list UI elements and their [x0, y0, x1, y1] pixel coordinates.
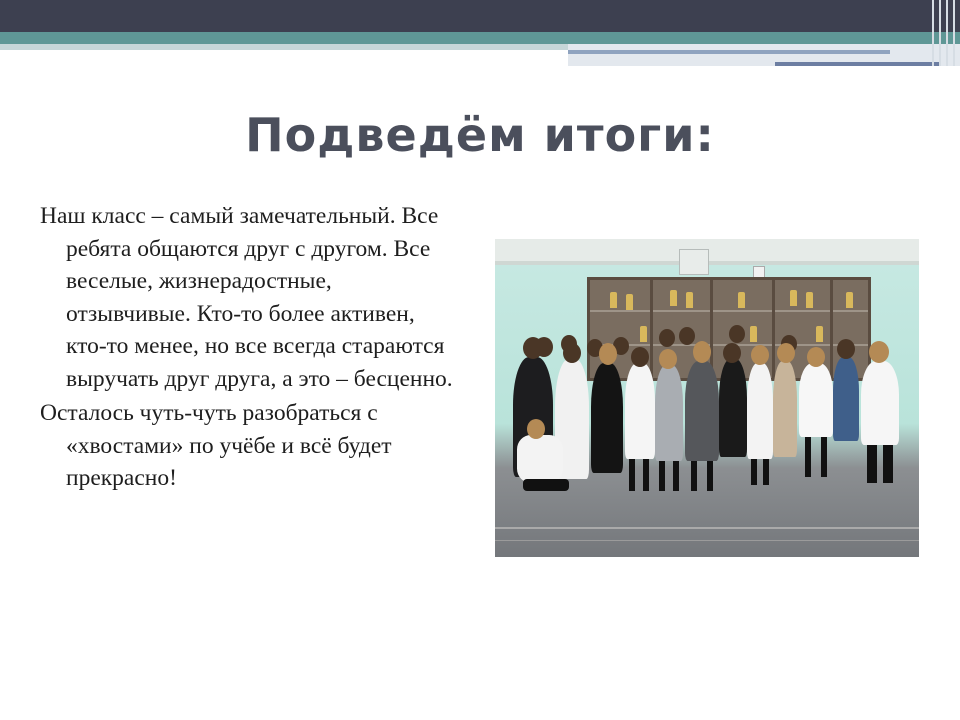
- band-right-stripe-bottom: [775, 62, 940, 66]
- paragraph-conclusion: Осталось чуть-чуть разобраться с «хвостами» по учёбе и всё будет прекрасно!: [40, 400, 392, 491]
- band-teal: [0, 32, 960, 44]
- band-dark: [0, 0, 960, 32]
- slide-body: [40, 200, 460, 497]
- band-right-stripe-top: [568, 50, 890, 54]
- vent-icon: [679, 249, 709, 275]
- band-light: [0, 44, 570, 50]
- slide-title: Подведём итоги:: [245, 108, 715, 162]
- paragraph-class-description: Наш класс – самый замечательный. Все ребята общаются друг с другом. Все веселые, жизнерадостные, отзывчивые. Кто-то более активен, кто-то менее, но все всегда стараются выручать друг друга, а это – бесценно.: [40, 203, 453, 392]
- top-decorative-bands: [0, 0, 960, 70]
- class-group-photo: [495, 239, 919, 557]
- band-vertical-lines: [930, 0, 960, 66]
